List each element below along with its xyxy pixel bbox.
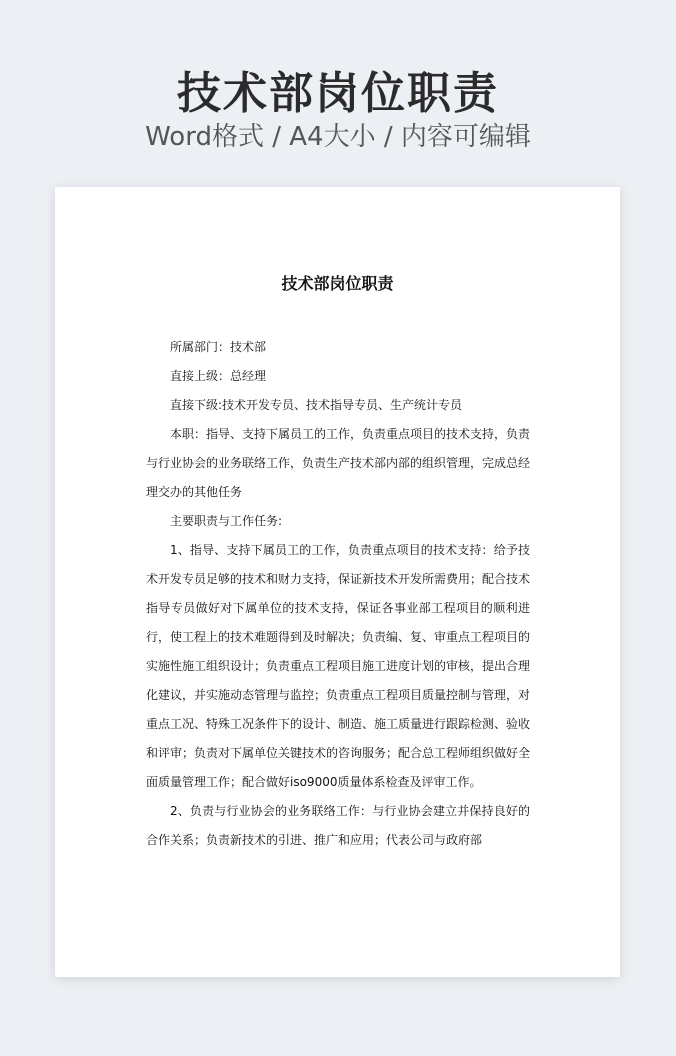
duty-item-1: 1、指导、支持下属员工的工作，负责重点项目的技术支持：给予技术开发专员足够的技术和财力支持，保证新技术开发所需费用；配合技术指导专员做好对下属单位的技术支持，保证各事业部工程项目的顺利进行，使工程上的技术难题得到及时解决；负责编、复、审重点工程项目的实施性施工组织设计；负责重点工程项目施工进度计划的审核，提出合理化建议，并实施动态管理与监控；负责重点工程项目质量控制与管理，对重点工况、特殊工况条件下的设计、制造、施工质量进行跟踪检测、验收和评审；负责对下属单位关键技术的咨询服务；配合总工程师组织做好全面质量管理工作；配合做好iso9000质量体系检查及评审工作。 — [146, 543, 531, 789]
main-duties-heading: 主要职责与工作任务: — [170, 514, 283, 528]
department-line: 所属部门：技术部 — [170, 340, 267, 354]
duty-paragraph: 本职：指导、支持下属员工的工作，负责重点项目的技术支持，负责与行业协会的业务联络工作，负责生产技术部内部的组织管理，完成总经理交办的其他任务 — [146, 427, 531, 499]
subordinate-line: 直接下级:技术开发专员、技术指导专员、生产统计专员 — [170, 398, 463, 412]
superior-line: 直接上级：总经理 — [170, 369, 267, 383]
document-body — [146, 333, 530, 855]
duty-item-2: 2、负责与行业协会的业务联络工作：与行业协会建立并保持良好的合作关系；负责新技术的引进、推广和应用；代表公司与政府部 — [146, 804, 530, 847]
document-title: 技术部岗位职责 — [281, 274, 394, 293]
banner-title: 技术部岗位职责 — [177, 68, 499, 119]
banner-subtitle: Word格式 / A4大小 / 内容可编辑 — [145, 122, 531, 152]
